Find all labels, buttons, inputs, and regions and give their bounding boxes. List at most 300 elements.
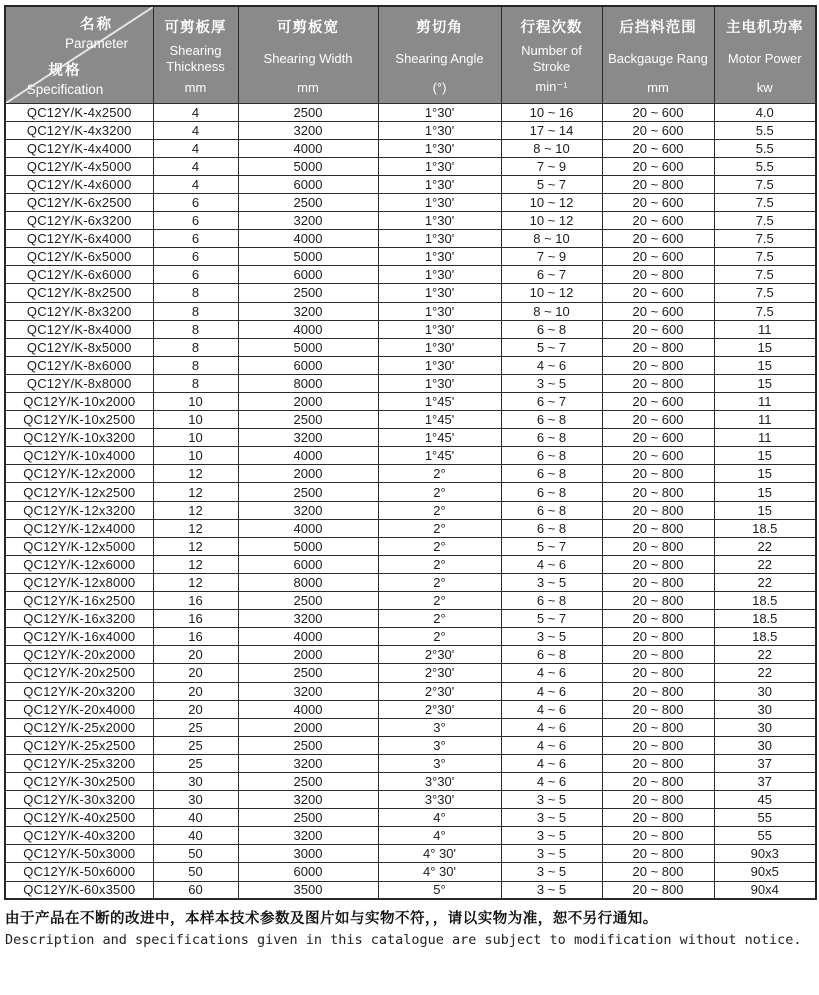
column-unit: (°): [432, 79, 447, 95]
value-cell: 25: [153, 718, 238, 736]
value-cell: 5.5: [714, 121, 816, 139]
value-cell: 4: [153, 157, 238, 175]
value-cell: 15: [714, 374, 816, 392]
table-row: [5, 754, 816, 772]
value-cell: 20 ~ 800: [602, 555, 714, 573]
value-cell: 20 ~ 600: [602, 193, 714, 211]
value-cell: 4: [153, 103, 238, 121]
value-cell: 20 ~ 800: [602, 175, 714, 193]
value-cell: 6000: [238, 175, 378, 193]
value-cell: 6 ~ 7: [501, 393, 602, 411]
value-cell: 2500: [238, 411, 378, 429]
value-cell: 3 ~ 5: [501, 827, 602, 845]
value-cell: 3200: [238, 501, 378, 519]
value-cell: 20 ~ 800: [602, 863, 714, 881]
value-cell: 6 ~ 8: [501, 501, 602, 519]
model-cell: QC12Y/K-6x2500: [5, 193, 153, 211]
table-row: [5, 411, 816, 429]
value-cell: 12: [153, 519, 238, 537]
value-cell: 2°: [378, 628, 501, 646]
value-cell: 30: [714, 718, 816, 736]
value-cell: 6 ~ 8: [501, 483, 602, 501]
value-cell: 20 ~ 800: [602, 718, 714, 736]
value-cell: 6 ~ 8: [501, 429, 602, 447]
value-cell: 20 ~ 800: [602, 646, 714, 664]
value-cell: 1°45': [378, 447, 501, 465]
value-cell: 4000: [238, 700, 378, 718]
value-cell: 20 ~ 800: [602, 374, 714, 392]
value-cell: 22: [714, 573, 816, 591]
value-cell: 2500: [238, 483, 378, 501]
value-cell: 3200: [238, 121, 378, 139]
column-title-en: Motor Power: [727, 51, 802, 67]
value-cell: 20 ~ 800: [602, 610, 714, 628]
value-cell: 20 ~ 600: [602, 284, 714, 302]
value-cell: 30: [153, 791, 238, 809]
column-title-cn: 行程次数: [520, 20, 583, 36]
value-cell: 30: [153, 772, 238, 790]
value-cell: 3200: [238, 610, 378, 628]
table-row: [5, 320, 816, 338]
value-cell: 20 ~ 600: [602, 139, 714, 157]
value-cell: 20 ~ 600: [602, 157, 714, 175]
value-cell: 16: [153, 610, 238, 628]
table-row: [5, 266, 816, 284]
value-cell: 7.5: [714, 193, 816, 211]
value-cell: 3200: [238, 791, 378, 809]
value-cell: 11: [714, 429, 816, 447]
value-cell: 5 ~ 7: [501, 338, 602, 356]
value-cell: 2000: [238, 718, 378, 736]
value-cell: 8: [153, 374, 238, 392]
footer-note-cn: 由于产品在不断的改进中，本样本技术参数及图片如与实物不符，，请以实物为准，恕不另行通知。: [5, 911, 658, 928]
model-cell: QC12Y/K-30x3200: [5, 791, 153, 809]
value-cell: 5°: [378, 881, 501, 899]
footer-note: [4, 900, 815, 948]
value-cell: 30: [714, 682, 816, 700]
value-cell: 4 ~ 6: [501, 754, 602, 772]
model-cell: QC12Y/K-25x2000: [5, 718, 153, 736]
table-row: [5, 610, 816, 628]
value-cell: 20 ~ 600: [602, 393, 714, 411]
value-cell: 5.5: [714, 139, 816, 157]
corner-specification-label: [10, 59, 120, 97]
table-row: [5, 646, 816, 664]
model-cell: QC12Y/K-8x2500: [5, 284, 153, 302]
table-row: [5, 519, 816, 537]
value-cell: 4 ~ 6: [501, 700, 602, 718]
value-cell: 4000: [238, 230, 378, 248]
table-row: [5, 537, 816, 555]
model-cell: QC12Y/K-50x3000: [5, 845, 153, 863]
table-row: [5, 772, 816, 790]
value-cell: 2°30': [378, 664, 501, 682]
model-cell: QC12Y/K-8x4000: [5, 320, 153, 338]
value-cell: 37: [714, 754, 816, 772]
column-header-motor-power: [714, 6, 816, 103]
table-row: [5, 863, 816, 881]
value-cell: 7.5: [714, 302, 816, 320]
model-cell: QC12Y/K-10x3200: [5, 429, 153, 447]
value-cell: 17 ~ 14: [501, 121, 602, 139]
value-cell: 12: [153, 537, 238, 555]
table-row: [5, 447, 816, 465]
value-cell: 3°30': [378, 791, 501, 809]
value-cell: 1°30': [378, 175, 501, 193]
value-cell: 4 ~ 6: [501, 736, 602, 754]
value-cell: 1°30': [378, 212, 501, 230]
value-cell: 6 ~ 8: [501, 519, 602, 537]
model-cell: QC12Y/K-12x6000: [5, 555, 153, 573]
model-cell: QC12Y/K-8x8000: [5, 374, 153, 392]
value-cell: 6: [153, 212, 238, 230]
value-cell: 3200: [238, 827, 378, 845]
value-cell: 2000: [238, 465, 378, 483]
value-cell: 2500: [238, 664, 378, 682]
table-row: [5, 809, 816, 827]
model-cell: QC12Y/K-8x6000: [5, 356, 153, 374]
value-cell: 55: [714, 809, 816, 827]
value-cell: 4000: [238, 519, 378, 537]
model-cell: QC12Y/K-12x2000: [5, 465, 153, 483]
value-cell: 12: [153, 483, 238, 501]
value-cell: 60: [153, 881, 238, 899]
value-cell: 3200: [238, 212, 378, 230]
value-cell: 3 ~ 5: [501, 628, 602, 646]
model-cell: QC12Y/K-8x5000: [5, 338, 153, 356]
value-cell: 4000: [238, 628, 378, 646]
value-cell: 2°: [378, 537, 501, 555]
value-cell: 4: [153, 139, 238, 157]
value-cell: 7 ~ 9: [501, 157, 602, 175]
value-cell: 6 ~ 8: [501, 411, 602, 429]
value-cell: 2°30': [378, 682, 501, 700]
value-cell: 2°: [378, 610, 501, 628]
value-cell: 2500: [238, 772, 378, 790]
model-cell: QC12Y/K-40x3200: [5, 827, 153, 845]
model-cell: QC12Y/K-20x2500: [5, 664, 153, 682]
value-cell: 10 ~ 12: [501, 284, 602, 302]
value-cell: 20 ~ 800: [602, 682, 714, 700]
value-cell: 20 ~ 800: [602, 592, 714, 610]
footer-note-en: Description and specifications given in this catalogue are subject to modification without notice.: [5, 932, 802, 949]
model-cell: QC12Y/K-25x3200: [5, 754, 153, 772]
value-cell: 12: [153, 555, 238, 573]
value-cell: 1°45': [378, 411, 501, 429]
model-cell: QC12Y/K-25x2500: [5, 736, 153, 754]
value-cell: 10 ~ 16: [501, 103, 602, 121]
value-cell: 20: [153, 664, 238, 682]
value-cell: 30: [714, 736, 816, 754]
table-row: [5, 555, 816, 573]
value-cell: 3200: [238, 682, 378, 700]
value-cell: 2500: [238, 592, 378, 610]
model-cell: QC12Y/K-8x3200: [5, 302, 153, 320]
model-cell: QC12Y/K-20x3200: [5, 682, 153, 700]
value-cell: 20 ~ 600: [602, 103, 714, 121]
spec-table-body: [5, 103, 816, 899]
value-cell: 4: [153, 121, 238, 139]
value-cell: 20 ~ 600: [602, 121, 714, 139]
value-cell: 10 ~ 12: [501, 193, 602, 211]
value-cell: 5000: [238, 338, 378, 356]
column-title-en: Number of Stroke: [521, 42, 582, 74]
value-cell: 2°: [378, 555, 501, 573]
corner-specification-en: Specification: [26, 81, 104, 97]
value-cell: 18.5: [714, 592, 816, 610]
value-cell: 90x5: [714, 863, 816, 881]
value-cell: 1°30': [378, 266, 501, 284]
value-cell: 7.5: [714, 284, 816, 302]
column-header-thickness: [153, 6, 238, 103]
column-title-en: Shearing Width: [263, 51, 353, 67]
column-title-cn: 剪切角: [416, 20, 463, 36]
model-cell: QC12Y/K-4x2500: [5, 103, 153, 121]
model-cell: QC12Y/K-10x2500: [5, 411, 153, 429]
model-cell: QC12Y/K-12x5000: [5, 537, 153, 555]
value-cell: 8: [153, 338, 238, 356]
value-cell: 20: [153, 682, 238, 700]
table-row: [5, 356, 816, 374]
value-cell: 18.5: [714, 519, 816, 537]
specification-table: [4, 5, 817, 900]
value-cell: 20 ~ 600: [602, 447, 714, 465]
value-cell: 6000: [238, 555, 378, 573]
value-cell: 6: [153, 230, 238, 248]
value-cell: 2°30': [378, 646, 501, 664]
value-cell: 7.5: [714, 175, 816, 193]
value-cell: 15: [714, 483, 816, 501]
table-row: [5, 212, 816, 230]
column-title-cn: 主电机功率: [726, 20, 804, 36]
value-cell: 15: [714, 356, 816, 374]
corner-parameter-cn: 名称: [80, 17, 113, 33]
corner-parameter-en: Parameter: [64, 36, 129, 51]
value-cell: 5000: [238, 157, 378, 175]
value-cell: 7 ~ 9: [501, 248, 602, 266]
value-cell: 4 ~ 6: [501, 555, 602, 573]
value-cell: 8000: [238, 374, 378, 392]
value-cell: 4° 30': [378, 863, 501, 881]
value-cell: 1°30': [378, 338, 501, 356]
value-cell: 2°: [378, 592, 501, 610]
value-cell: 4 ~ 6: [501, 664, 602, 682]
value-cell: 20 ~ 600: [602, 230, 714, 248]
value-cell: 15: [714, 501, 816, 519]
table-row: [5, 700, 816, 718]
value-cell: 55: [714, 827, 816, 845]
table-row: [5, 827, 816, 845]
value-cell: 20 ~ 600: [602, 248, 714, 266]
table-row: [5, 175, 816, 193]
value-cell: 1°30': [378, 374, 501, 392]
value-cell: 4 ~ 6: [501, 356, 602, 374]
value-cell: 8000: [238, 573, 378, 591]
value-cell: 15: [714, 447, 816, 465]
table-row: [5, 103, 816, 121]
column-unit: mm: [647, 79, 669, 95]
value-cell: 2°: [378, 465, 501, 483]
value-cell: 5 ~ 7: [501, 537, 602, 555]
model-cell: QC12Y/K-12x3200: [5, 501, 153, 519]
table-row: [5, 157, 816, 175]
value-cell: 20 ~ 800: [602, 791, 714, 809]
value-cell: 4°: [378, 827, 501, 845]
value-cell: 1°30': [378, 193, 501, 211]
value-cell: 10: [153, 429, 238, 447]
value-cell: 8: [153, 302, 238, 320]
value-cell: 22: [714, 646, 816, 664]
value-cell: 4 ~ 6: [501, 682, 602, 700]
value-cell: 5 ~ 7: [501, 610, 602, 628]
value-cell: 20 ~ 800: [602, 772, 714, 790]
value-cell: 20 ~ 800: [602, 809, 714, 827]
header-row: [5, 6, 816, 103]
value-cell: 20 ~ 800: [602, 573, 714, 591]
value-cell: 2°30': [378, 700, 501, 718]
table-row: [5, 121, 816, 139]
value-cell: 18.5: [714, 610, 816, 628]
table-row: [5, 483, 816, 501]
value-cell: 3°30': [378, 772, 501, 790]
value-cell: 6: [153, 248, 238, 266]
model-cell: QC12Y/K-16x3200: [5, 610, 153, 628]
value-cell: 3200: [238, 754, 378, 772]
value-cell: 4000: [238, 320, 378, 338]
value-cell: 20 ~ 800: [602, 356, 714, 374]
value-cell: 6 ~ 8: [501, 447, 602, 465]
value-cell: 3°: [378, 718, 501, 736]
value-cell: 6 ~ 8: [501, 592, 602, 610]
model-cell: QC12Y/K-4x5000: [5, 157, 153, 175]
value-cell: 11: [714, 320, 816, 338]
value-cell: 20 ~ 800: [602, 483, 714, 501]
value-cell: 20 ~ 800: [602, 537, 714, 555]
value-cell: 8 ~ 10: [501, 302, 602, 320]
value-cell: 20 ~ 600: [602, 429, 714, 447]
model-cell: QC12Y/K-20x4000: [5, 700, 153, 718]
value-cell: 10: [153, 447, 238, 465]
table-row: [5, 302, 816, 320]
column-title-en: Shearing Angle: [395, 51, 484, 67]
value-cell: 3°: [378, 736, 501, 754]
value-cell: 25: [153, 736, 238, 754]
value-cell: 90x3: [714, 845, 816, 863]
column-title-en: Backgauge Rang: [608, 51, 708, 67]
value-cell: 3 ~ 5: [501, 791, 602, 809]
model-cell: QC12Y/K-60x3500: [5, 881, 153, 899]
table-row: [5, 429, 816, 447]
table-row: [5, 628, 816, 646]
value-cell: 4000: [238, 139, 378, 157]
model-cell: QC12Y/K-16x4000: [5, 628, 153, 646]
value-cell: 1°30': [378, 139, 501, 157]
corner-parameter-label: [47, 13, 147, 51]
value-cell: 4000: [238, 447, 378, 465]
value-cell: 5.5: [714, 157, 816, 175]
value-cell: 3200: [238, 429, 378, 447]
value-cell: 90x4: [714, 881, 816, 899]
value-cell: 1°45': [378, 393, 501, 411]
table-row: [5, 881, 816, 899]
value-cell: 2°: [378, 501, 501, 519]
value-cell: 20 ~ 800: [602, 881, 714, 899]
table-row: [5, 573, 816, 591]
value-cell: 20 ~ 800: [602, 338, 714, 356]
model-cell: QC12Y/K-12x8000: [5, 573, 153, 591]
model-cell: QC12Y/K-4x4000: [5, 139, 153, 157]
value-cell: 7.5: [714, 212, 816, 230]
table-row: [5, 501, 816, 519]
value-cell: 3 ~ 5: [501, 845, 602, 863]
value-cell: 20 ~ 800: [602, 501, 714, 519]
model-cell: QC12Y/K-6x5000: [5, 248, 153, 266]
value-cell: 20 ~ 800: [602, 266, 714, 284]
table-row: [5, 248, 816, 266]
table-row: [5, 284, 816, 302]
value-cell: 20 ~ 600: [602, 320, 714, 338]
value-cell: 2500: [238, 736, 378, 754]
model-cell: QC12Y/K-10x2000: [5, 393, 153, 411]
column-header-width: [238, 6, 378, 103]
column-unit: kw: [756, 79, 773, 95]
value-cell: 6 ~ 7: [501, 266, 602, 284]
column-title-cn: 后挡料范围: [619, 20, 697, 36]
table-row: [5, 139, 816, 157]
value-cell: 2000: [238, 646, 378, 664]
value-cell: 2500: [238, 284, 378, 302]
value-cell: 18.5: [714, 628, 816, 646]
value-cell: 20 ~ 600: [602, 302, 714, 320]
value-cell: 40: [153, 827, 238, 845]
value-cell: 37: [714, 772, 816, 790]
table-row: [5, 845, 816, 863]
value-cell: 2°: [378, 519, 501, 537]
value-cell: 7.5: [714, 266, 816, 284]
value-cell: 6 ~ 8: [501, 646, 602, 664]
value-cell: 6 ~ 8: [501, 465, 602, 483]
value-cell: 1°45': [378, 429, 501, 447]
value-cell: 20 ~ 600: [602, 411, 714, 429]
value-cell: 25: [153, 754, 238, 772]
table-row: [5, 230, 816, 248]
value-cell: 20 ~ 600: [602, 212, 714, 230]
table-row: [5, 393, 816, 411]
value-cell: 22: [714, 555, 816, 573]
column-header-angle: [378, 6, 501, 103]
column-title-cn: 可剪板宽: [277, 20, 339, 36]
model-cell: QC12Y/K-6x3200: [5, 212, 153, 230]
value-cell: 5000: [238, 248, 378, 266]
corner-cell: [5, 6, 153, 103]
value-cell: 20: [153, 700, 238, 718]
value-cell: 8 ~ 10: [501, 139, 602, 157]
corner-specification-cn: 规格: [48, 62, 82, 79]
value-cell: 7.5: [714, 230, 816, 248]
model-cell: QC12Y/K-12x2500: [5, 483, 153, 501]
value-cell: 2°: [378, 573, 501, 591]
value-cell: 10: [153, 411, 238, 429]
column-unit: mm: [184, 79, 207, 95]
value-cell: 20 ~ 800: [602, 465, 714, 483]
value-cell: 4: [153, 175, 238, 193]
model-cell: QC12Y/K-16x2500: [5, 592, 153, 610]
value-cell: 4° 30': [378, 845, 501, 863]
table-row: [5, 592, 816, 610]
value-cell: 3200: [238, 302, 378, 320]
column-unit: min⁻¹: [535, 78, 568, 94]
value-cell: 8: [153, 356, 238, 374]
